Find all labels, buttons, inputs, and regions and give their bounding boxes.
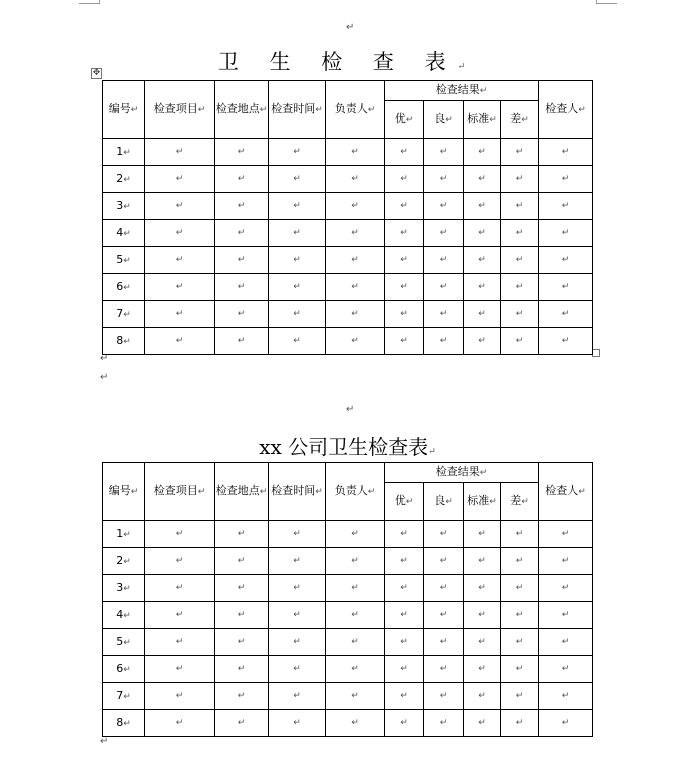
header-poor: 差↵ xyxy=(501,101,539,139)
inspection-table-2 xyxy=(102,462,593,737)
empty-cell[interactable]: ↵ xyxy=(215,521,269,548)
table-resize-handle-icon[interactable] xyxy=(592,349,600,357)
empty-cell[interactable]: ↵ xyxy=(424,328,464,355)
empty-cell[interactable]: ↵ xyxy=(539,602,593,629)
row-number[interactable]: 1↵ xyxy=(103,139,145,166)
empty-cell[interactable]: ↵ xyxy=(424,602,464,629)
empty-cell[interactable]: ↵ xyxy=(385,683,424,710)
empty-cell[interactable]: ↵ xyxy=(501,166,539,193)
empty-cell[interactable]: ↵ xyxy=(464,274,501,301)
header-result-group: 检查结果↵ xyxy=(385,463,539,483)
table-row xyxy=(103,602,593,629)
empty-cell[interactable]: ↵ xyxy=(326,656,385,683)
empty-cell[interactable]: ↵ xyxy=(385,575,424,602)
paragraph-mark: ↵ xyxy=(346,404,355,415)
paragraph-mark: ↵ xyxy=(100,372,109,383)
empty-cell[interactable]: ↵ xyxy=(385,247,424,274)
empty-cell[interactable]: ↵ xyxy=(464,301,501,328)
empty-cell[interactable]: ↵ xyxy=(215,656,269,683)
empty-cell[interactable]: ↵ xyxy=(326,521,385,548)
form-title-text: 卫 生 检 查 表 xyxy=(217,50,458,74)
table-row xyxy=(103,683,593,710)
empty-cell[interactable]: ↵ xyxy=(326,710,385,737)
empty-cell[interactable]: ↵ xyxy=(385,710,424,737)
table-row xyxy=(103,328,593,355)
row-number[interactable]: 4↵ xyxy=(103,220,145,247)
empty-cell[interactable]: ↵ xyxy=(464,521,501,548)
header-number: 编号↵ xyxy=(103,463,145,521)
empty-cell[interactable]: ↵ xyxy=(501,683,539,710)
empty-cell[interactable]: ↵ xyxy=(464,710,501,737)
empty-cell[interactable]: ↵ xyxy=(539,683,593,710)
table-row xyxy=(103,301,593,328)
empty-cell[interactable]: ↵ xyxy=(215,575,269,602)
empty-cell[interactable]: ↵ xyxy=(501,656,539,683)
empty-cell[interactable]: ↵ xyxy=(215,166,269,193)
empty-cell[interactable]: ↵ xyxy=(539,220,593,247)
table-row xyxy=(103,629,593,656)
table-row xyxy=(103,710,593,737)
table-row xyxy=(103,575,593,602)
empty-cell[interactable]: ↵ xyxy=(501,548,539,575)
empty-cell[interactable]: ↵ xyxy=(501,247,539,274)
empty-cell[interactable]: ↵ xyxy=(385,301,424,328)
empty-cell[interactable]: ↵ xyxy=(269,247,326,274)
empty-cell[interactable]: ↵ xyxy=(269,683,326,710)
empty-cell[interactable]: ↵ xyxy=(424,247,464,274)
empty-cell[interactable]: ↵ xyxy=(501,328,539,355)
header-responsible: 负责人↵ xyxy=(326,81,385,139)
empty-cell[interactable]: ↵ xyxy=(424,575,464,602)
empty-cell[interactable]: ↵ xyxy=(269,548,326,575)
header-excellent: 优↵ xyxy=(385,101,424,139)
empty-cell[interactable]: ↵ xyxy=(424,193,464,220)
empty-cell[interactable]: ↵ xyxy=(464,193,501,220)
empty-cell[interactable]: ↵ xyxy=(501,629,539,656)
empty-cell[interactable]: ↵ xyxy=(464,629,501,656)
paragraph-mark: ↵ xyxy=(457,62,478,72)
row-number[interactable]: 6↵ xyxy=(103,656,145,683)
empty-cell[interactable]: ↵ xyxy=(501,602,539,629)
header-number: 编号↵ xyxy=(103,81,145,139)
empty-cell[interactable]: ↵ xyxy=(424,683,464,710)
empty-cell[interactable]: ↵ xyxy=(145,575,215,602)
empty-cell[interactable]: ↵ xyxy=(269,629,326,656)
empty-cell[interactable]: ↵ xyxy=(215,220,269,247)
empty-cell[interactable]: ↵ xyxy=(385,629,424,656)
empty-cell[interactable]: ↵ xyxy=(464,328,501,355)
row-number[interactable]: 2↵ xyxy=(103,548,145,575)
empty-cell[interactable]: ↵ xyxy=(539,193,593,220)
empty-cell[interactable]: ↵ xyxy=(424,220,464,247)
row-number[interactable]: 6↵ xyxy=(103,274,145,301)
empty-cell[interactable]: ↵ xyxy=(145,247,215,274)
empty-cell[interactable]: ↵ xyxy=(501,220,539,247)
empty-cell[interactable]: ↵ xyxy=(464,220,501,247)
empty-cell[interactable]: ↵ xyxy=(501,575,539,602)
empty-cell[interactable]: ↵ xyxy=(464,139,501,166)
empty-cell[interactable]: ↵ xyxy=(501,710,539,737)
empty-cell[interactable]: ↵ xyxy=(215,710,269,737)
empty-cell[interactable]: ↵ xyxy=(215,274,269,301)
empty-cell[interactable]: ↵ xyxy=(269,328,326,355)
empty-cell[interactable]: ↵ xyxy=(539,575,593,602)
empty-cell[interactable]: ↵ xyxy=(385,656,424,683)
empty-cell[interactable]: ↵ xyxy=(501,301,539,328)
empty-cell[interactable]: ↵ xyxy=(269,220,326,247)
empty-cell[interactable]: ↵ xyxy=(326,166,385,193)
form-title-1 xyxy=(0,46,695,76)
empty-cell[interactable]: ↵ xyxy=(145,220,215,247)
empty-cell[interactable]: ↵ xyxy=(269,139,326,166)
empty-cell[interactable]: ↵ xyxy=(215,602,269,629)
row-number[interactable]: 8↵ xyxy=(103,328,145,355)
empty-cell[interactable]: ↵ xyxy=(269,602,326,629)
header-item: 检查项目↵ xyxy=(145,463,215,521)
empty-cell[interactable]: ↵ xyxy=(326,139,385,166)
empty-cell[interactable]: ↵ xyxy=(424,301,464,328)
empty-cell[interactable]: ↵ xyxy=(385,521,424,548)
header-poor: 差↵ xyxy=(501,483,539,521)
page-corner-mark-left xyxy=(79,0,100,4)
empty-cell[interactable]: ↵ xyxy=(326,575,385,602)
empty-cell[interactable]: ↵ xyxy=(269,301,326,328)
empty-cell[interactable]: ↵ xyxy=(424,139,464,166)
empty-cell[interactable]: ↵ xyxy=(464,602,501,629)
empty-cell[interactable]: ↵ xyxy=(464,683,501,710)
row-number[interactable]: 4↵ xyxy=(103,602,145,629)
empty-cell[interactable]: ↵ xyxy=(424,710,464,737)
empty-cell[interactable]: ↵ xyxy=(269,193,326,220)
empty-cell[interactable]: ↵ xyxy=(215,139,269,166)
header-item: 检查项目↵ xyxy=(145,81,215,139)
empty-cell[interactable]: ↵ xyxy=(539,301,593,328)
empty-cell[interactable]: ↵ xyxy=(539,139,593,166)
empty-cell[interactable]: ↵ xyxy=(464,548,501,575)
paragraph-mark: ↵ xyxy=(100,353,109,364)
header-location: 检查地点↵ xyxy=(215,463,269,521)
empty-cell[interactable]: ↵ xyxy=(385,220,424,247)
row-number[interactable]: 5↵ xyxy=(103,247,145,274)
empty-cell[interactable]: ↵ xyxy=(145,683,215,710)
table-row xyxy=(103,247,593,274)
empty-cell[interactable]: ↵ xyxy=(326,193,385,220)
empty-cell[interactable]: ↵ xyxy=(501,521,539,548)
table-row xyxy=(103,139,593,166)
empty-cell[interactable]: ↵ xyxy=(269,521,326,548)
row-number[interactable]: 1↵ xyxy=(103,521,145,548)
empty-cell[interactable]: ↵ xyxy=(145,139,215,166)
empty-cell[interactable]: ↵ xyxy=(539,247,593,274)
empty-cell[interactable]: ↵ xyxy=(424,274,464,301)
empty-cell[interactable]: ↵ xyxy=(501,274,539,301)
inspection-table-1 xyxy=(102,80,593,355)
table-row xyxy=(103,521,593,548)
header-time: 检查时间↵ xyxy=(269,463,326,521)
empty-cell[interactable]: ↵ xyxy=(464,247,501,274)
empty-cell[interactable]: ↵ xyxy=(215,193,269,220)
empty-cell[interactable]: ↵ xyxy=(145,274,215,301)
empty-cell[interactable]: ↵ xyxy=(269,656,326,683)
empty-cell[interactable]: ↵ xyxy=(385,139,424,166)
table-row xyxy=(103,220,593,247)
empty-cell[interactable]: ↵ xyxy=(215,548,269,575)
empty-cell[interactable]: ↵ xyxy=(424,656,464,683)
empty-cell[interactable]: ↵ xyxy=(424,548,464,575)
empty-cell[interactable]: ↵ xyxy=(145,521,215,548)
page-corner-mark-right xyxy=(596,0,617,4)
paragraph-mark: ↵ xyxy=(100,736,109,747)
empty-cell[interactable]: ↵ xyxy=(539,328,593,355)
header-result-group: 检查结果↵ xyxy=(385,81,539,101)
empty-cell[interactable]: ↵ xyxy=(215,301,269,328)
empty-cell[interactable]: ↵ xyxy=(269,575,326,602)
empty-cell[interactable]: ↵ xyxy=(269,166,326,193)
empty-cell[interactable]: ↵ xyxy=(145,193,215,220)
empty-cell[interactable]: ↵ xyxy=(326,629,385,656)
empty-cell[interactable]: ↵ xyxy=(326,301,385,328)
empty-cell[interactable]: ↵ xyxy=(539,521,593,548)
header-standard: 标准↵ xyxy=(464,101,501,139)
empty-cell[interactable]: ↵ xyxy=(464,575,501,602)
empty-cell[interactable]: ↵ xyxy=(464,656,501,683)
row-number[interactable]: 3↵ xyxy=(103,575,145,602)
empty-cell[interactable]: ↵ xyxy=(326,683,385,710)
empty-cell[interactable]: ↵ xyxy=(215,247,269,274)
empty-cell[interactable]: ↵ xyxy=(326,220,385,247)
empty-cell[interactable]: ↵ xyxy=(424,166,464,193)
empty-cell[interactable]: ↵ xyxy=(326,274,385,301)
empty-cell[interactable]: ↵ xyxy=(145,166,215,193)
row-number[interactable]: 5↵ xyxy=(103,629,145,656)
empty-cell[interactable]: ↵ xyxy=(326,602,385,629)
empty-cell[interactable]: ↵ xyxy=(326,328,385,355)
empty-cell[interactable]: ↵ xyxy=(385,548,424,575)
header-good: 良↵ xyxy=(424,483,464,521)
header-inspector: 检查人↵ xyxy=(539,81,593,139)
empty-cell[interactable]: ↵ xyxy=(464,166,501,193)
empty-cell[interactable]: ↵ xyxy=(385,193,424,220)
empty-cell[interactable]: ↵ xyxy=(385,274,424,301)
table-row xyxy=(103,193,593,220)
empty-cell[interactable]: ↵ xyxy=(501,139,539,166)
empty-cell[interactable]: ↵ xyxy=(539,548,593,575)
header-location: 检查地点↵ xyxy=(215,81,269,139)
header-time: 检查时间↵ xyxy=(269,81,326,139)
empty-cell[interactable]: ↵ xyxy=(145,328,215,355)
paragraph-mark: ↵ xyxy=(346,22,355,33)
empty-cell[interactable]: ↵ xyxy=(424,629,464,656)
table-row xyxy=(103,656,593,683)
row-number[interactable]: 8↵ xyxy=(103,710,145,737)
empty-cell[interactable]: ↵ xyxy=(539,274,593,301)
empty-cell[interactable]: ↵ xyxy=(145,602,215,629)
row-number[interactable]: 2↵ xyxy=(103,166,145,193)
empty-cell[interactable]: ↵ xyxy=(215,629,269,656)
row-number[interactable]: 3↵ xyxy=(103,193,145,220)
row-number[interactable]: 7↵ xyxy=(103,683,145,710)
form-title-2 xyxy=(0,431,695,460)
table-row xyxy=(103,274,593,301)
empty-cell[interactable]: ↵ xyxy=(215,328,269,355)
empty-cell[interactable]: ↵ xyxy=(145,548,215,575)
empty-cell[interactable]: ↵ xyxy=(269,710,326,737)
header-excellent: 优↵ xyxy=(385,483,424,521)
table-row xyxy=(103,166,593,193)
empty-cell[interactable]: ↵ xyxy=(539,656,593,683)
empty-cell[interactable]: ↵ xyxy=(385,602,424,629)
empty-cell[interactable]: ↵ xyxy=(145,656,215,683)
form-title-text: xx 公司卫生检查表 xyxy=(259,435,429,459)
empty-cell[interactable]: ↵ xyxy=(385,328,424,355)
empty-cell[interactable]: ↵ xyxy=(539,629,593,656)
header-responsible: 负责人↵ xyxy=(326,463,385,521)
empty-cell[interactable]: ↵ xyxy=(145,629,215,656)
table-row xyxy=(103,548,593,575)
empty-cell[interactable]: ↵ xyxy=(145,301,215,328)
empty-cell[interactable]: ↵ xyxy=(326,247,385,274)
empty-cell[interactable]: ↵ xyxy=(215,683,269,710)
empty-cell[interactable]: ↵ xyxy=(539,710,593,737)
header-good: 良↵ xyxy=(424,101,464,139)
empty-cell[interactable]: ↵ xyxy=(326,548,385,575)
empty-cell[interactable]: ↵ xyxy=(145,710,215,737)
header-standard: 标准↵ xyxy=(464,483,501,521)
empty-cell[interactable]: ↵ xyxy=(424,521,464,548)
table-move-handle-icon[interactable]: ✥ xyxy=(92,68,101,78)
empty-cell[interactable]: ↵ xyxy=(269,274,326,301)
empty-cell[interactable]: ↵ xyxy=(539,166,593,193)
header-inspector: 检查人↵ xyxy=(539,463,593,521)
empty-cell[interactable]: ↵ xyxy=(385,166,424,193)
row-number[interactable]: 7↵ xyxy=(103,301,145,328)
paragraph-mark: ↵ xyxy=(428,447,436,457)
empty-cell[interactable]: ↵ xyxy=(501,193,539,220)
